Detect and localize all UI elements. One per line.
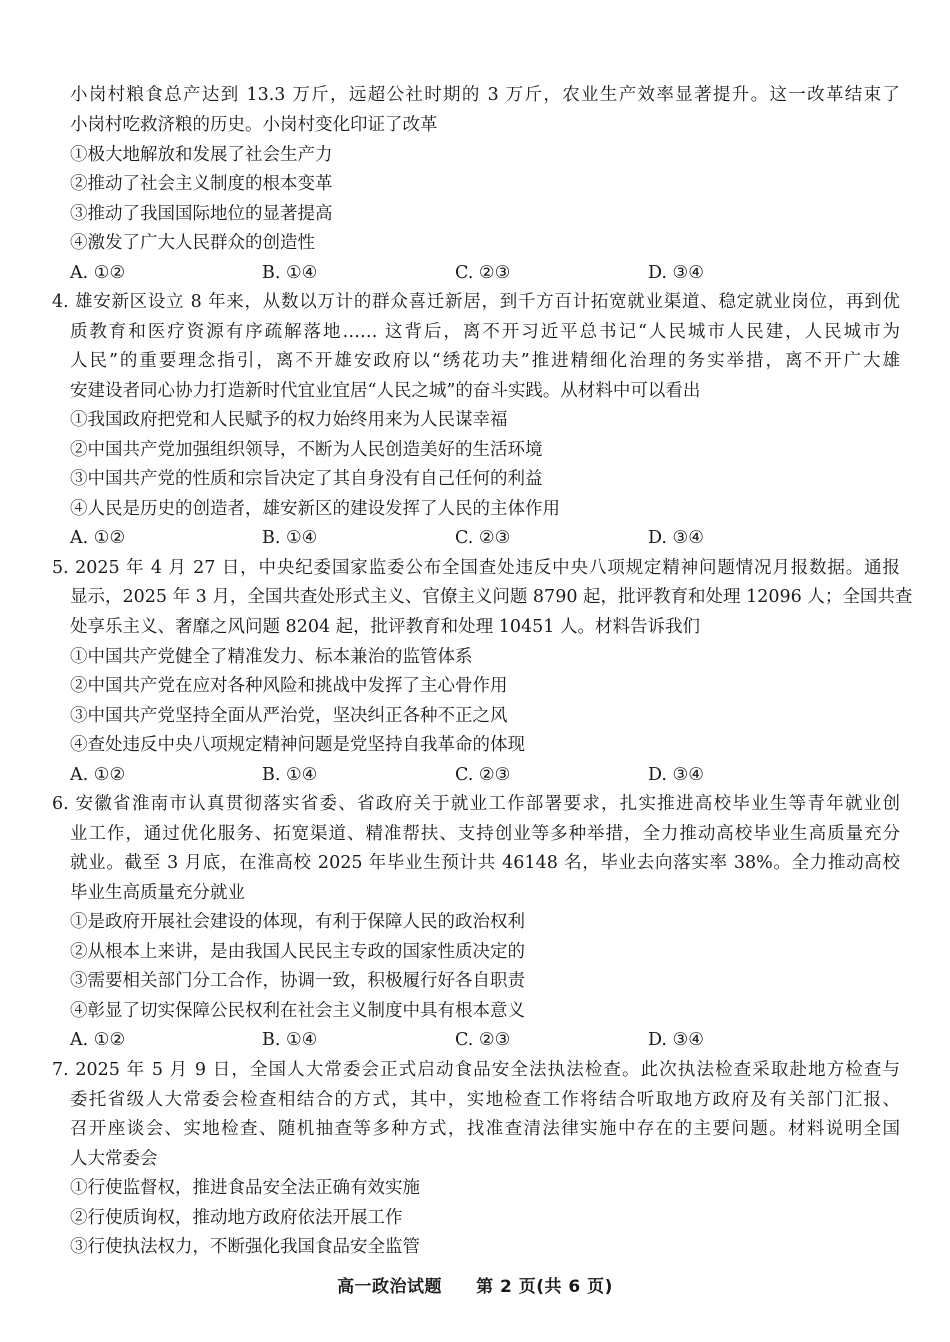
question-text-line: 小岗村粮食总产达到 13.3 万斤，远超公社时期的 3 万斤，农业生产效率显著提升。这一改革结束了: [70, 85, 900, 105]
statement-2: ②中国共产党在应对各种风险和挑战中发挥了主心骨作用: [70, 676, 508, 696]
option-c[interactable]: C. ②③: [455, 1030, 511, 1050]
statement-3: ③中国共产党坚持全面从严治党，坚决纠正各种不正之风: [70, 706, 508, 726]
question-text-line: 人大常委会: [70, 1149, 158, 1169]
question-text-line: 显示，2025 年 3 月，全国共查处形式主义、官僚主义问题 8790 起，批评教育和处理 12096 人；全国共查: [70, 587, 913, 607]
statement-2: ②中国共产党加强组织领导，不断为人民创造美好的生活环境: [70, 440, 543, 460]
answer-options: [70, 1029, 900, 1051]
option-b[interactable]: B. ①④: [262, 1030, 318, 1050]
statement-1: ①中国共产党健全了精准发力、标本兼治的监管体系: [70, 647, 473, 667]
option-c[interactable]: C. ②③: [455, 263, 511, 283]
statement-3: ③推动了我国国际地位的显著提高: [70, 204, 333, 224]
option-d[interactable]: D. ③④: [648, 263, 704, 283]
footer-subject: 高一政治试题: [337, 1277, 443, 1297]
question-text-line: 业工作，通过优化服务、拓宽渠道、精准帮扶、支持创业等多种举措，全力推动高校毕业生高质量充分: [70, 824, 900, 844]
statement-2: ②行使质询权，推动地方政府依法开展工作: [70, 1208, 403, 1228]
question-text-line: 小岗村吃救济粮的历史。小岗村变化印证了改革: [70, 115, 438, 135]
question-text-line: 人民”的重要理念指引，离不开雄安政府以“绣花功夫”推进精细化治理的务实举措，离不开广大雄: [70, 351, 900, 371]
statement-1: ①极大地解放和发展了社会生产力: [70, 145, 333, 165]
statement-4: ④激发了广大人民群众的创造性: [70, 233, 315, 253]
option-b[interactable]: B. ①④: [262, 528, 318, 548]
option-c[interactable]: C. ②③: [455, 528, 511, 548]
question-text-line: 4. 雄安新区设立 8 年来，从数以万计的群众喜迁新居，到千方百计拓宽就业渠道、稳定就业岗位，再到优: [52, 292, 901, 312]
statement-2: ②推动了社会主义制度的根本变革: [70, 174, 333, 194]
option-d[interactable]: D. ③④: [648, 765, 704, 785]
question-text-line: 毕业生高质量充分就业: [70, 883, 245, 903]
option-a[interactable]: A. ①②: [70, 528, 126, 548]
option-a[interactable]: A. ①②: [70, 263, 126, 283]
statement-4: ④查处违反中央八项规定精神问题是党坚持自我革命的体现: [70, 735, 525, 755]
question-text-line: 5. 2025 年 4 月 27 日，中央纪委国家监委公布全国查处违反中央八项规定精神问题情况月报数据。通报: [52, 558, 900, 578]
option-a[interactable]: A. ①②: [70, 1030, 126, 1050]
statement-3: ③中国共产党的性质和宗旨决定了其自身没有自己任何的利益: [70, 469, 543, 489]
option-d[interactable]: D. ③④: [648, 528, 704, 548]
option-b[interactable]: B. ①④: [262, 765, 318, 785]
statement-4: ④人民是历史的创造者，雄安新区的建设发挥了人民的主体作用: [70, 499, 560, 519]
question-text-line: 质教育和医疗资源有序疏解落地…… 这背后，离不开习近平总书记“人民城市人民建，人民城市为: [70, 322, 900, 342]
question-text-line: 6. 安徽省淮南市认真贯彻落实省委、省政府关于就业工作部署要求，扎实推进高校毕业生等青年就业创: [52, 794, 900, 814]
answer-options: [70, 527, 900, 549]
question-text-line: 就业。截至 3 月底，在淮高校 2025 年毕业生预计共 46148 名，毕业去向落实率 38%。全力推动高校: [70, 853, 900, 873]
page-footer: [0, 1276, 950, 1298]
answer-options: [70, 262, 900, 284]
statement-3: ③行使执法权力，不断强化我国食品安全监管: [70, 1237, 420, 1257]
question-text-line: 处享乐主义、奢靡之风问题 8204 起，批评教育和处理 10451 人。材料告诉我们: [70, 617, 700, 637]
statement-1: ①我国政府把党和人民赋予的权力始终用来为人民谋幸福: [70, 410, 508, 430]
option-d[interactable]: D. ③④: [648, 1030, 704, 1050]
question-text-line: 7. 2025 年 5 月 9 日，全国人大常委会正式启动食品安全法执法检查。此次执法检查采取赴地方检查与: [52, 1060, 900, 1080]
statement-4: ④彰显了切实保障公民权利在社会主义制度中具有根本意义: [70, 1001, 525, 1021]
question-text-line: 委托省级人大常委会检查相结合的方式，其中，实地检查工作将结合听取地方政府及有关部门汇报、: [70, 1090, 900, 1110]
statement-3: ③需要相关部门分工合作，协调一致，积极履行好各自职责: [70, 971, 525, 991]
question-text-line: 召开座谈会、实地检查、随机抽查等多种方式，找准查清法律实施中存在的主要问题。材料说明全国: [70, 1119, 900, 1139]
statement-1: ①是政府开展社会建设的体现，有利于保障人民的政治权利: [70, 912, 525, 932]
statement-1: ①行使监督权，推进食品安全法正确有效实施: [70, 1178, 420, 1198]
footer-page-number: 第 2 页(共 6 页): [476, 1277, 613, 1297]
option-a[interactable]: A. ①②: [70, 765, 126, 785]
option-b[interactable]: B. ①④: [262, 263, 318, 283]
question-text-line: 安建设者同心协力打造新时代宜业宜居“人民之城”的奋斗实践。从材料中可以看出: [70, 381, 701, 401]
answer-options: [70, 764, 900, 786]
statement-2: ②从根本上来讲，是由我国人民民主专政的国家性质决定的: [70, 942, 525, 962]
option-c[interactable]: C. ②③: [455, 765, 511, 785]
